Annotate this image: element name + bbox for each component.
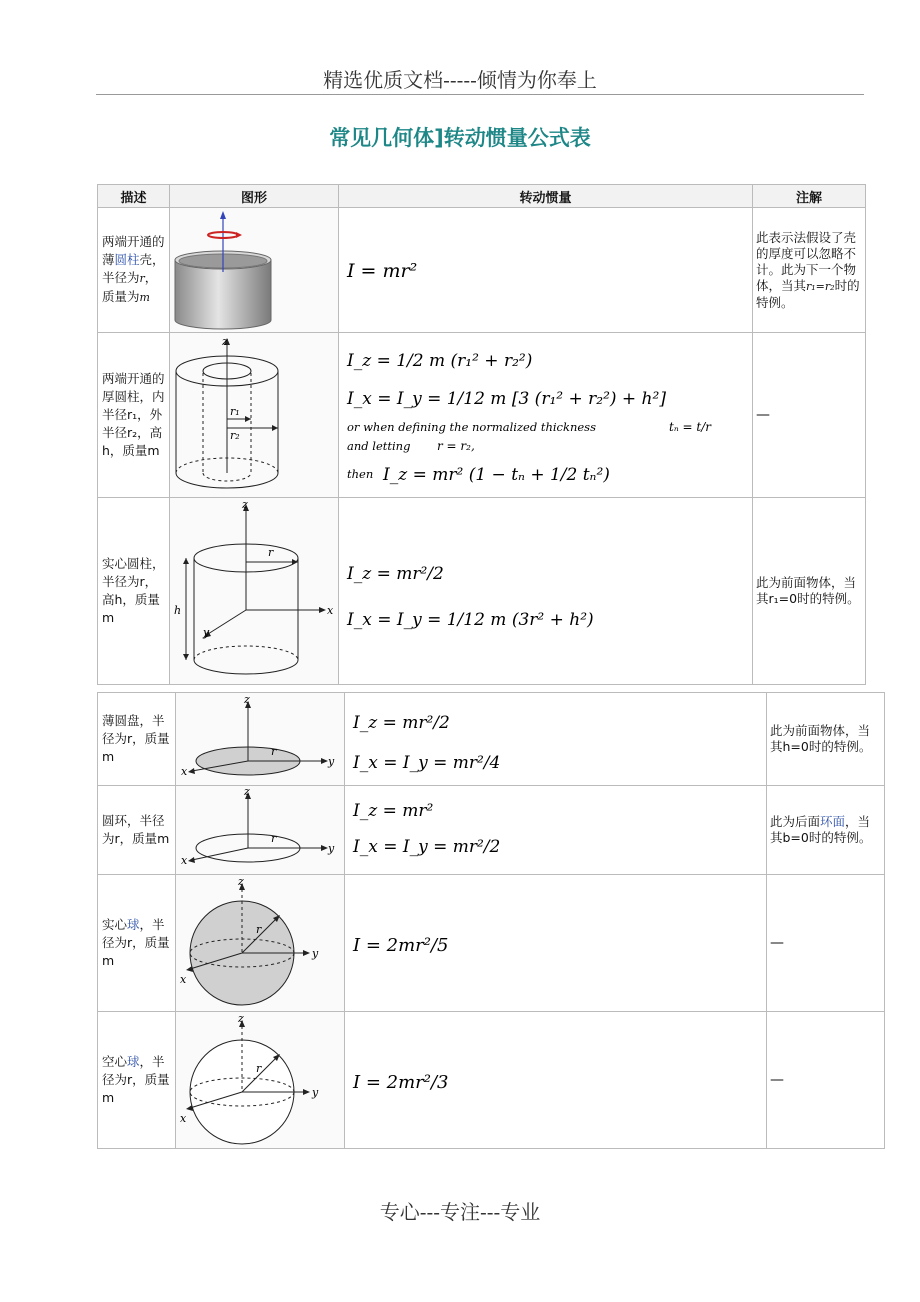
desc-text: 壳，半径为 (102, 252, 165, 285)
row-desc: 实心圆柱，半径为r，高h，质量m (98, 498, 170, 685)
y-label: y (328, 842, 335, 855)
desc-text: ，质量为 (102, 270, 158, 304)
desc-text: 空心 (102, 1054, 128, 1069)
formula-thin-shell (343, 250, 743, 290)
col-header-note: 注解 (753, 185, 866, 208)
page-footer: 专心---专注---专业 (379, 1200, 541, 1224)
hollow-sphere-image (176, 1012, 344, 1148)
formula-line: I_z = mr² (353, 801, 434, 821)
y-label: y (312, 1086, 319, 1099)
formula-line: I = 2mr²/5 (353, 935, 449, 956)
table-row (98, 875, 885, 1012)
y-label: y (328, 755, 335, 768)
z-label: z (242, 498, 248, 511)
formula-var: tₙ = t/r (669, 420, 711, 434)
row-desc (98, 1012, 176, 1149)
r2-label: r₂ (230, 429, 240, 442)
row-formula (339, 333, 753, 498)
desc-text: ，半径为r，质量m (102, 1054, 170, 1105)
formula-line: I_z = 1/2 m (r₁² + r₂²) (347, 351, 533, 371)
row-formula (345, 1012, 767, 1149)
torus-link[interactable]: 环面 (820, 814, 846, 829)
note-text: 此表示法假设了壳的厚度可以忽略不计。此为下一个物体，当其 (756, 229, 857, 293)
row-desc: 两端开通的厚圆柱，内半径r₁，外半径r₂，高h，质量m (98, 333, 170, 498)
formula-thin-disc (349, 696, 749, 782)
thick-cylinder-figure (170, 333, 339, 498)
formula-thick-cylinder (343, 340, 743, 490)
sphere-link[interactable]: 球 (127, 1054, 140, 1069)
desc-var: r (139, 272, 145, 285)
note-text: ，当其b=0时的特例。 (770, 814, 872, 845)
formula-line: I_x = I_y = mr²/2 (353, 837, 501, 857)
desc-text: 两端开通的薄 (102, 234, 165, 267)
hoop-figure (176, 786, 345, 875)
formula-hoop (349, 790, 749, 870)
desc-text: ，半径为r，质量m (102, 917, 170, 968)
r1-label: r₁ (230, 405, 240, 418)
row-formula (345, 786, 767, 875)
z-label: z (244, 693, 250, 706)
row-formula (345, 875, 767, 1012)
formula-line: I = mr² (347, 260, 418, 282)
r-label: r (271, 745, 277, 758)
r-label: r (256, 1062, 262, 1075)
inertia-table-part1 (97, 184, 866, 685)
x-label: x (181, 854, 188, 867)
row-note: — (767, 1012, 885, 1149)
formula-line: I_z = mr²/2 (353, 713, 450, 733)
row-desc: 圆环，半径为r，质量m (98, 786, 176, 875)
z-label: z (238, 875, 244, 888)
z-label: z (238, 1012, 244, 1025)
formula-text: then (347, 467, 374, 481)
note-text: 此为后面 (770, 814, 821, 829)
row-desc (98, 208, 170, 333)
formula-text: or when defining the normalized thickness (347, 420, 596, 434)
page-header: 精选优质文档-----倾情为你奉上 (323, 68, 597, 92)
formula-line: I = 2mr²/3 (353, 1072, 449, 1093)
x-label: x (181, 765, 188, 778)
thin-disc-image (176, 693, 344, 785)
hoop-image (176, 786, 344, 874)
table-row (98, 1012, 885, 1149)
row-formula (339, 208, 753, 333)
formula-line: I_z = mr²/2 (347, 564, 444, 584)
solid-sphere-figure (176, 875, 345, 1012)
r-label: r (268, 546, 274, 559)
solid-cylinder-image (170, 498, 338, 684)
formula-text: and letting (347, 439, 411, 453)
x-label: x (180, 973, 187, 986)
r-label: r (256, 923, 262, 936)
z-label: z (222, 335, 228, 348)
page-title: 常见几何体]转动惯量公式表 (329, 126, 591, 150)
inertia-table-part2 (97, 692, 885, 1149)
row-desc: 薄圆盘，半径为r，质量m (98, 693, 176, 786)
r-label: r (271, 832, 277, 845)
table-row (98, 693, 885, 786)
formula-line: I_x = I_y = mr²/4 (353, 753, 501, 773)
y-label: y (203, 626, 210, 639)
table-row (98, 498, 866, 685)
formula-line: I_z = mr² (1 − tₙ + 1/2 tₙ²) (383, 465, 610, 485)
thick-cylinder-image (170, 333, 338, 497)
row-note (753, 208, 866, 333)
table-header-row (98, 185, 866, 208)
table-row (98, 333, 866, 498)
cylinder-link[interactable]: 圆柱 (114, 252, 140, 267)
row-note: — (767, 875, 885, 1012)
row-note: — (753, 333, 866, 498)
x-label: x (327, 604, 334, 617)
desc-text: 实心 (102, 917, 128, 932)
formula-hollow-sphere (349, 1050, 749, 1110)
col-header-figure: 图形 (170, 185, 339, 208)
formula-solid-sphere (349, 913, 749, 973)
thin-shell-figure (170, 208, 339, 333)
z-label: z (244, 786, 250, 798)
formula-solid-cylinder (343, 541, 743, 641)
table-row (98, 786, 885, 875)
x-label: x (180, 1112, 187, 1125)
row-note (767, 786, 885, 875)
table-row (98, 208, 866, 333)
hollow-sphere-figure (176, 1012, 345, 1149)
row-formula (339, 498, 753, 685)
y-label: y (312, 947, 319, 960)
formula-var: r = r₂, (437, 439, 475, 453)
header-rule (96, 94, 864, 95)
row-formula (345, 693, 767, 786)
row-note: 此为前面物体，当其h=0时的特例。 (767, 693, 885, 786)
col-header-desc: 描述 (98, 185, 170, 208)
solid-cylinder-figure (170, 498, 339, 685)
solid-sphere-image (176, 875, 344, 1011)
h-label: h (174, 604, 182, 617)
row-note: 此为前面物体，当其r₁=0时的特例。 (753, 498, 866, 685)
col-header-inertia: 转动惯量 (339, 185, 753, 208)
thin-cylinder-shell-image (170, 208, 338, 332)
formula-line: I_x = I_y = 1/12 m (3r² + h²) (347, 610, 594, 630)
formula-line: I_x = I_y = 1/12 m [3 (r₁² + r₂²) + h²] (347, 389, 666, 409)
desc-var: m (139, 291, 150, 304)
row-desc (98, 875, 176, 1012)
note-var: r₁=r₂ (806, 279, 835, 293)
note-text: 时的特例。 (756, 277, 860, 310)
thin-disc-figure (176, 693, 345, 786)
sphere-link[interactable]: 球 (127, 917, 140, 932)
